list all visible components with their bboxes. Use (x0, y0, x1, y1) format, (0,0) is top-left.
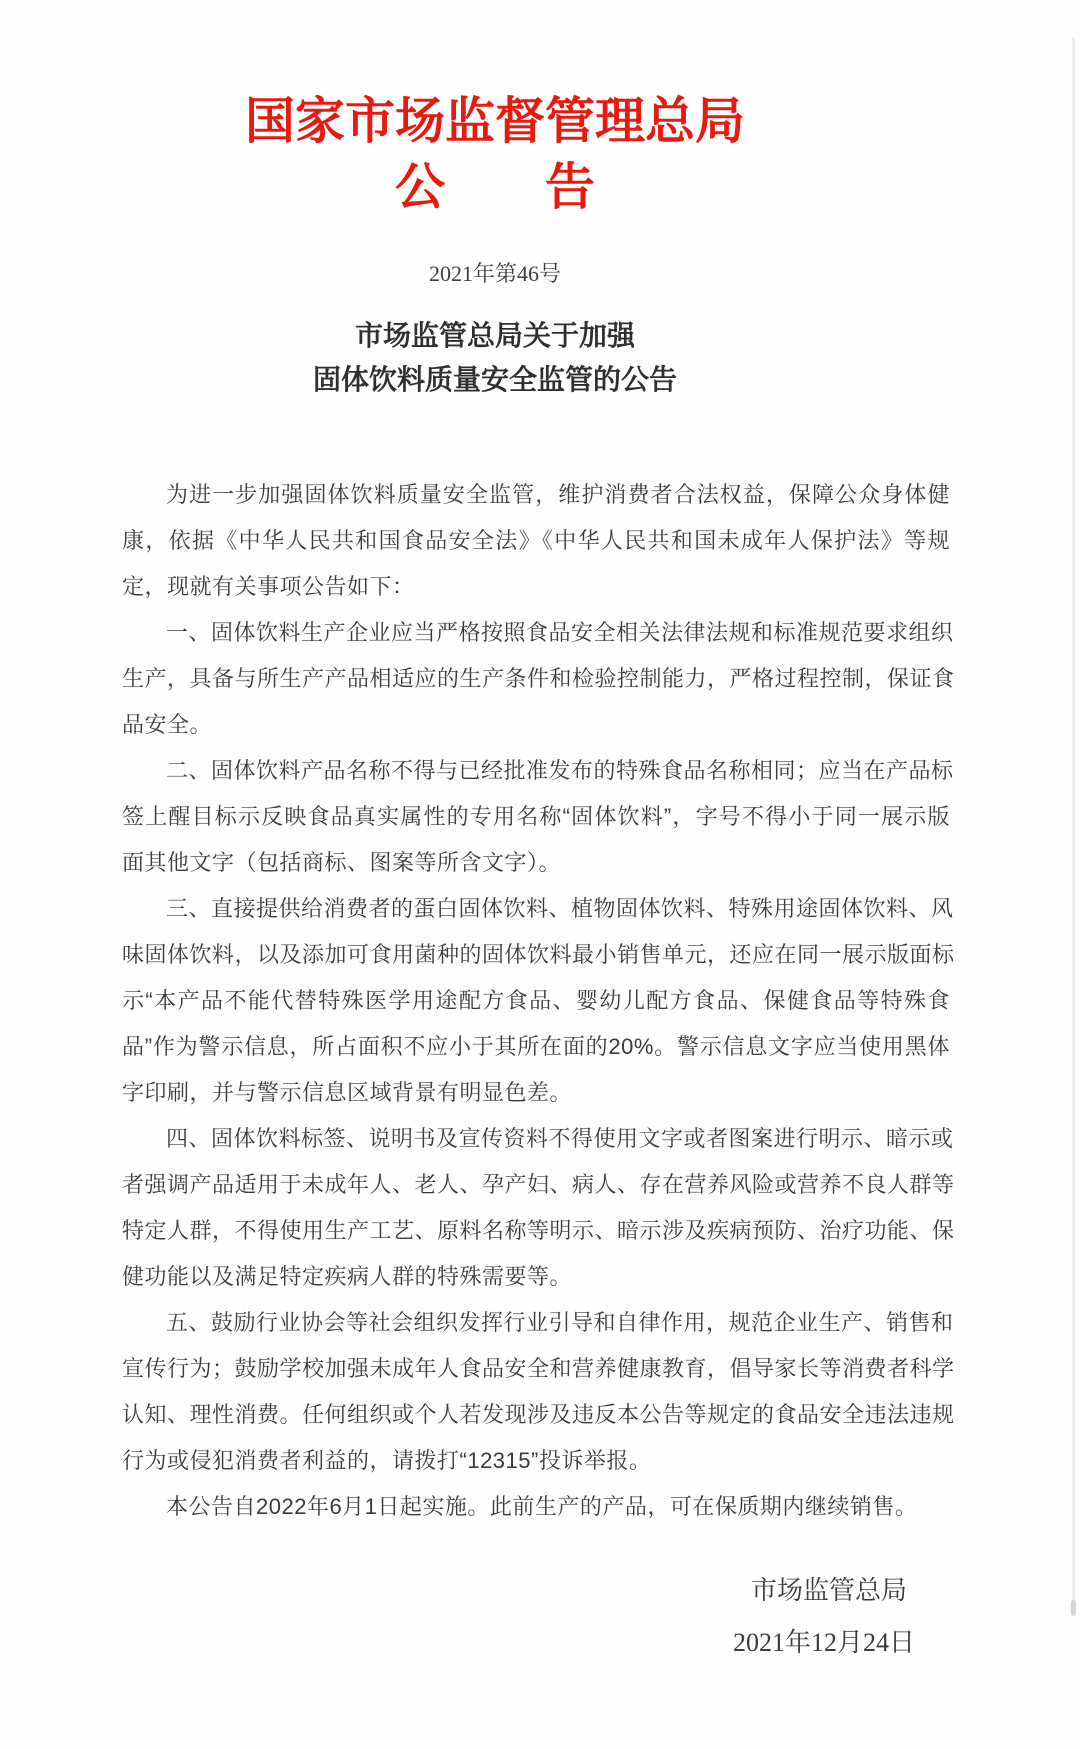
body-text-line: 认知、理性消费。任何组织或个人若发现涉及违反本公告等规定的食品安全违法违规 (122, 1402, 955, 1427)
agency-title: 国家市场监督管理总局 (245, 93, 745, 149)
body-text-line: 五、鼓励行业协会等社会组织发挥行业引导和自律作用，规范企业生产、销售和 (166, 1310, 954, 1335)
body-text-line: 面其他文字（包括商标、图案等所含文字）。 (122, 850, 562, 875)
signature-date: 2021年12月24日 (732, 1628, 915, 1657)
body-text-line: 本公告自2022年6月1日起实施。此前生产的产品，可在保质期内继续销售。 (166, 1494, 918, 1519)
body-text-line: 定，现就有关事项公告如下： (122, 574, 415, 599)
body-text-line: 品”作为警示信息，所占面积不应小于其所在面的20%。警示信息文字应当使用黑体 (122, 1034, 950, 1059)
signature-block (733, 1568, 915, 1666)
body-text-line: 四、固体饮料标签、说明书及宣传资料不得使用文字或者图案进行明示、暗示或 (166, 1126, 954, 1151)
page-right-edge-line (1072, 38, 1075, 1614)
body-text-line: 示“本产品不能代替特殊医学用途配方食品、婴幼儿配方食品、保健食品等特殊食 (122, 988, 950, 1013)
document-subject-line2: 固体饮料质量安全监管的公告 (312, 364, 677, 395)
document-header (40, 0, 950, 396)
announcement-word: 公 告 (395, 159, 595, 215)
body-text-line: 行为或侵犯消费者利益的，请拨打“12315”投诉举报。 (122, 1448, 652, 1473)
body-text-line: 特定人群，不得使用生产工艺、原料名称等明示、暗示涉及疾病预防、治疗功能、保 (122, 1218, 955, 1243)
body-text-line: 签上醒目标示反映食品真实属性的专用名称“固体饮料”，字号不得小于同一展示版 (122, 804, 950, 829)
body-text-line: 健功能以及满足特定疾病人群的特殊需要等。 (122, 1264, 573, 1289)
body-text-line: 康，依据《中华人民共和国食品安全法》《中华人民共和国未成年人保护法》等规 (122, 528, 950, 553)
body-text-line: 味固体饮料，以及添加可食用菌种的固体饮料最小销售单元，还应在同一展示版面标 (122, 942, 955, 967)
scrollbar-thumb[interactable] (1071, 1600, 1076, 1616)
body-text-line: 生产，具备与所生产产品相适应的生产条件和检验控制能力，严格过程控制，保证食 (122, 666, 955, 691)
body-text-line: 三、直接提供给消费者的蛋白固体饮料、植物固体饮料、特殊用途固体饮料、风 (166, 896, 954, 921)
body-text-line: 为进一步加强固体饮料质量安全监管，维护消费者合法权益，保障公众身体健 (166, 482, 950, 507)
body-text-line: 宣传行为；鼓励学校加强未成年人食品安全和营养健康教育，倡导家长等消费者科学 (122, 1356, 955, 1381)
document-body (122, 472, 955, 1530)
body-text-line: 二、固体饮料产品名称不得与已经批准发布的特殊食品名称相同；应当在产品标 (166, 758, 954, 783)
body-text-line: 一、固体饮料生产企业应当严格按照食品安全相关法律法规和标准规范要求组织 (166, 620, 954, 645)
document-subject-line1: 市场监管总局关于加强 (354, 320, 635, 351)
body-text-line: 字印刷，并与警示信息区域背景有明显色差。 (122, 1080, 573, 1105)
body-text-line: 者强调产品适用于未成年人、老人、孕产妇、病人、存在营养风险或营养不良人群等 (122, 1172, 955, 1197)
signature-issuer: 市场监管总局 (750, 1576, 907, 1605)
document-number: 2021年第46号 (428, 261, 561, 286)
body-text-line: 品安全。 (122, 712, 213, 737)
